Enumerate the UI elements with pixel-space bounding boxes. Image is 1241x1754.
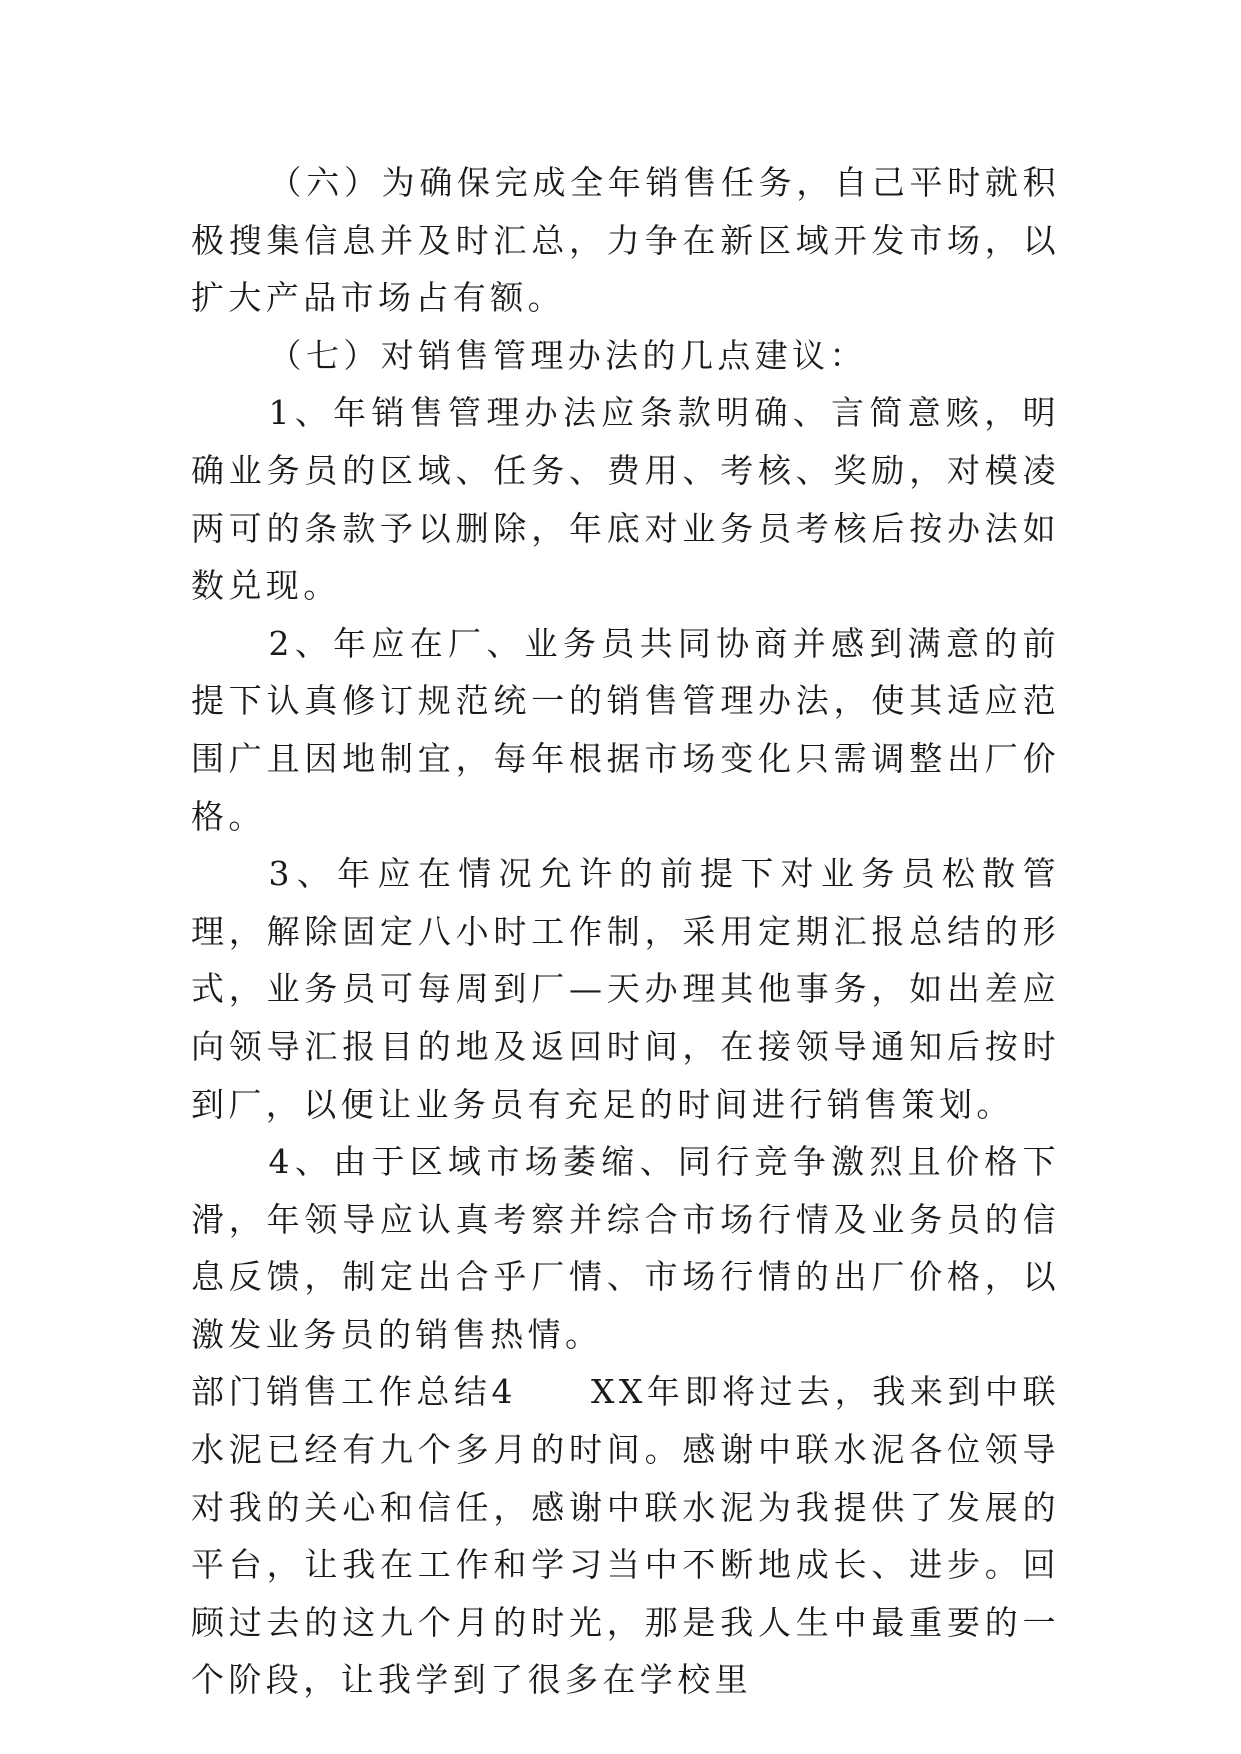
section-4-body: XX年即将过去，我来到中联水泥已经有九个多月的时间。感谢中联水泥各位领导对我的关心和信任，感谢中联水泥为我提供了发展的平台，让我在工作和学习当中不断地成长、进步。回顾过去的这九个月的时光，那是我人生中最重要的一个阶段，让我学到了很多在学校里	[191, 1372, 1060, 1700]
document-body	[191, 154, 1060, 1709]
suggestion-4: 4、由于区域市场萎缩、同行竞争激烈且价格下滑，年领导应认真考察并综合市场行情及业务员的信息反馈，制定出合乎厂情、市场行情的出厂价格，以激发业务员的销售热情。	[191, 1142, 1060, 1354]
suggestion-3: 3、年应在情况允许的前提下对业务员松散管理，解除固定八小时工作制，采用定期汇报总结的形式，业务员可每周到厂—天办理其他事务，如出差应向领导汇报目的地及返回时间，在接领导通知后按时到厂，以便让业务员有充足的时间进行销售策划。	[191, 854, 1060, 1124]
paragraph-seven: （七）对销售管理办法的几点建议：	[268, 335, 867, 375]
suggestion-1: 1、年销售管理办法应条款明确、言简意赅，明确业务员的区域、任务、费用、考核、奖励，对模凌两可的条款予以删除，年底对业务员考核后按办法如数兑现。	[191, 393, 1060, 606]
section-4-paragraph	[191, 1363, 1060, 1709]
section-4-heading: 部门销售工作总结4	[191, 1372, 517, 1412]
paragraph-six: （六）为确保完成全年销售任务，自己平时就积极搜集信息并及时汇总，力争在新区域开发市场，以扩大产品市场占有额。	[191, 163, 1060, 318]
suggestion-2: 2、年应在厂、业务员共同协商并感到满意的前提下认真修订规范统一的销售管理办法，使其适应范围广且因地制宜，每年根据市场变化只需调整出厂价格。	[191, 623, 1060, 836]
